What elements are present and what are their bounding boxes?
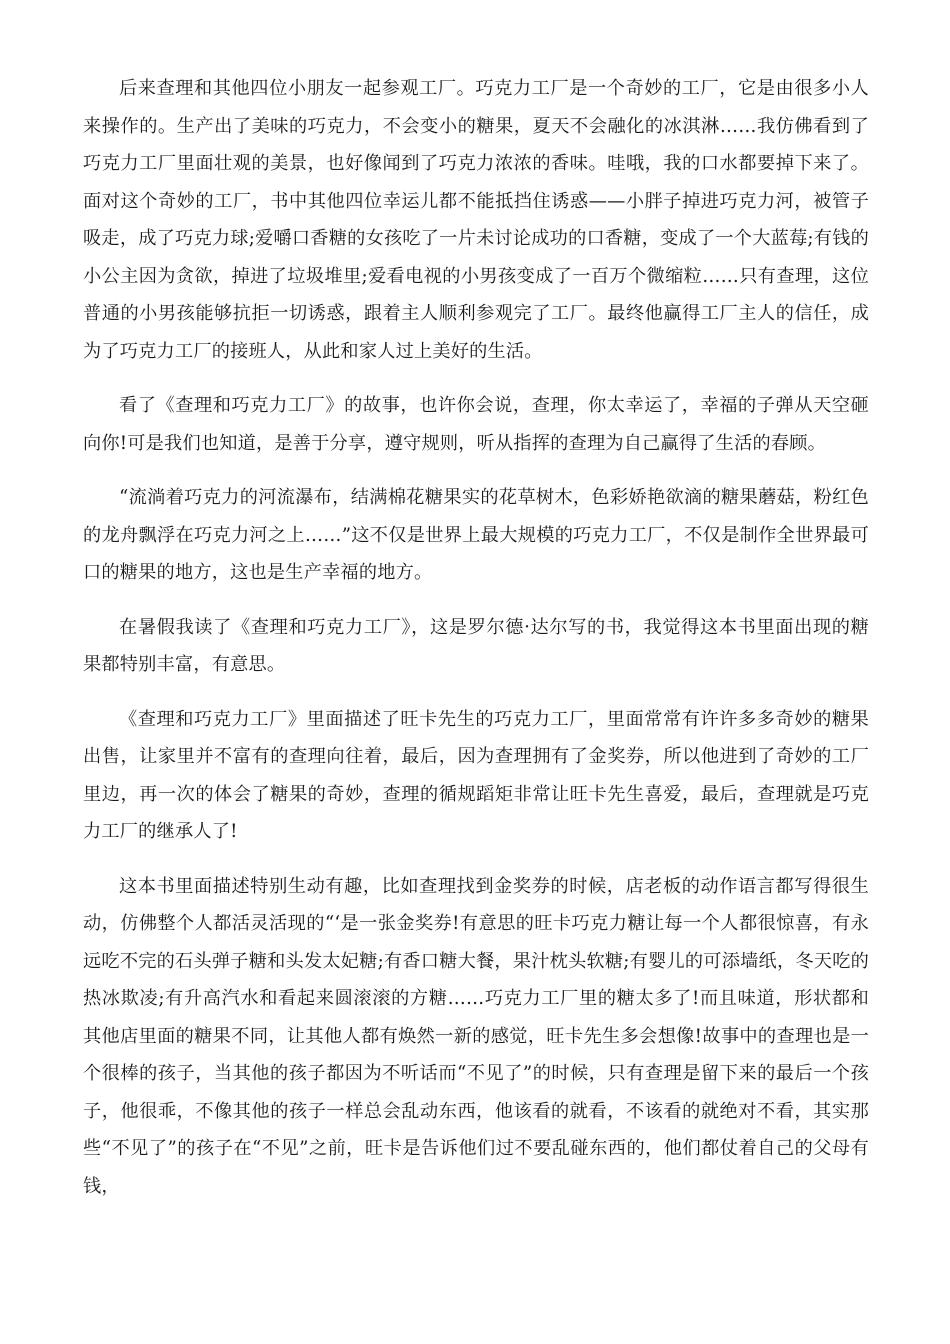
paragraph-5: 《查理和巧克力工厂》里面描述了旺卡先生的巧克力工厂，里面常常有许许多多奇妙的糖果出售，让家里并不富有的查理向往着，最后，因为查理拥有了金奖券，所以他进到了奇妙的工厂里边，再一次的体会了糖果的奇妙，查理的循规蹈矩非常让旺卡先生喜爱，最后，查理就是巧克力工厂的继承人了!: [83, 708, 869, 842]
document-body: [83, 70, 869, 1222]
paragraph-4: 在暑假我读了《查理和巧克力工厂》，这是罗尔德·达尔写的书，我觉得这本书里面出现的糖果都特别丰富，有意思。: [83, 616, 869, 675]
paragraph-6: 这本书里面描述特别生动有趣，比如查理找到金奖券的时候，店老板的动作语言都写得很生动，仿佛整个人都活灵活现的“‘是一张金奖券!有意思的旺卡巧克力糖让每一个人都很惊喜，有永远吃不完的石头弹子糖和头发太妃糖;有香口糖大餐，果汁枕头软糖;有婴儿的可添墙纸，冬天吃的热冰欺凌;有升高汽水和看起来圆滚滚的方糖……巧克力工厂里的糖太多了!而且味道，形状都和其他店里面的糖果不同，让其他人都有焕然一新的感觉，旺卡先生多会想像!故事中的查理也是一个很棒的孩子，当其他的孩子都因为不听话而“不见了”的时候，只有查理是留下来的最后一个孩子，他很乖，不像其他的孩子一样总会乱动东西，他该看的就看，不该看的就绝对不看，其实那些“不见了”的孩子在“不见”之前，旺卡是告诉他们过不要乱碰东西的，他们都仗着自己的父母有钱，: [83, 875, 869, 1197]
paragraph-3: “流淌着巧克力的河流瀑布，结满棉花糖果实的花草树木，色彩娇艳欲滴的糖果蘑菇，粉红色的龙舟飘浮在巧克力河之上……”这不仅是世界上最大规模的巧克力工厂，不仅是制作全世界最可口的糖果的地方，这也是生产幸福的地方。: [83, 487, 869, 583]
paragraph-1: 后来查理和其他四位小朋友一起参观工厂。巧克力工厂是一个奇妙的工厂，它是由很多小人来操作的。生产出了美味的巧克力，不会变小的糖果，夏天不会融化的冰淇淋……我仿佛看到了巧克力工厂里面壮观的美景，也好像闻到了巧克力浓浓的香味。哇哦，我的口水都要掉下来了。面对这个奇妙的工厂，书中其他四位幸运儿都不能抵挡住诱惑——小胖子掉进巧克力河，被管子吸走，成了巧克力球;爱嚼口香糖的女孩吃了一片未讨论成功的口香糖，变成了一个大蓝莓;有钱的小公主因为贪欲，掉进了垃圾堆里;爱看电视的小男孩变成了一百万个微缩粒……只有查理，这位普通的小男孩能够抗拒一切诱惑，跟着主人顺利参观完了工厂。最终他赢得工厂主人的信任，成为了巧克力工厂的接班人，从此和家人过上美好的生活。: [83, 78, 869, 362]
paragraph-2: 看了《查理和巧克力工厂》的故事，也许你会说，查理，你太幸运了，幸福的子弹从天空砸向你!可是我们也知道，是善于分享，遵守规则，听从指挥的查理为自己赢得了生活的春顾。: [83, 395, 869, 454]
